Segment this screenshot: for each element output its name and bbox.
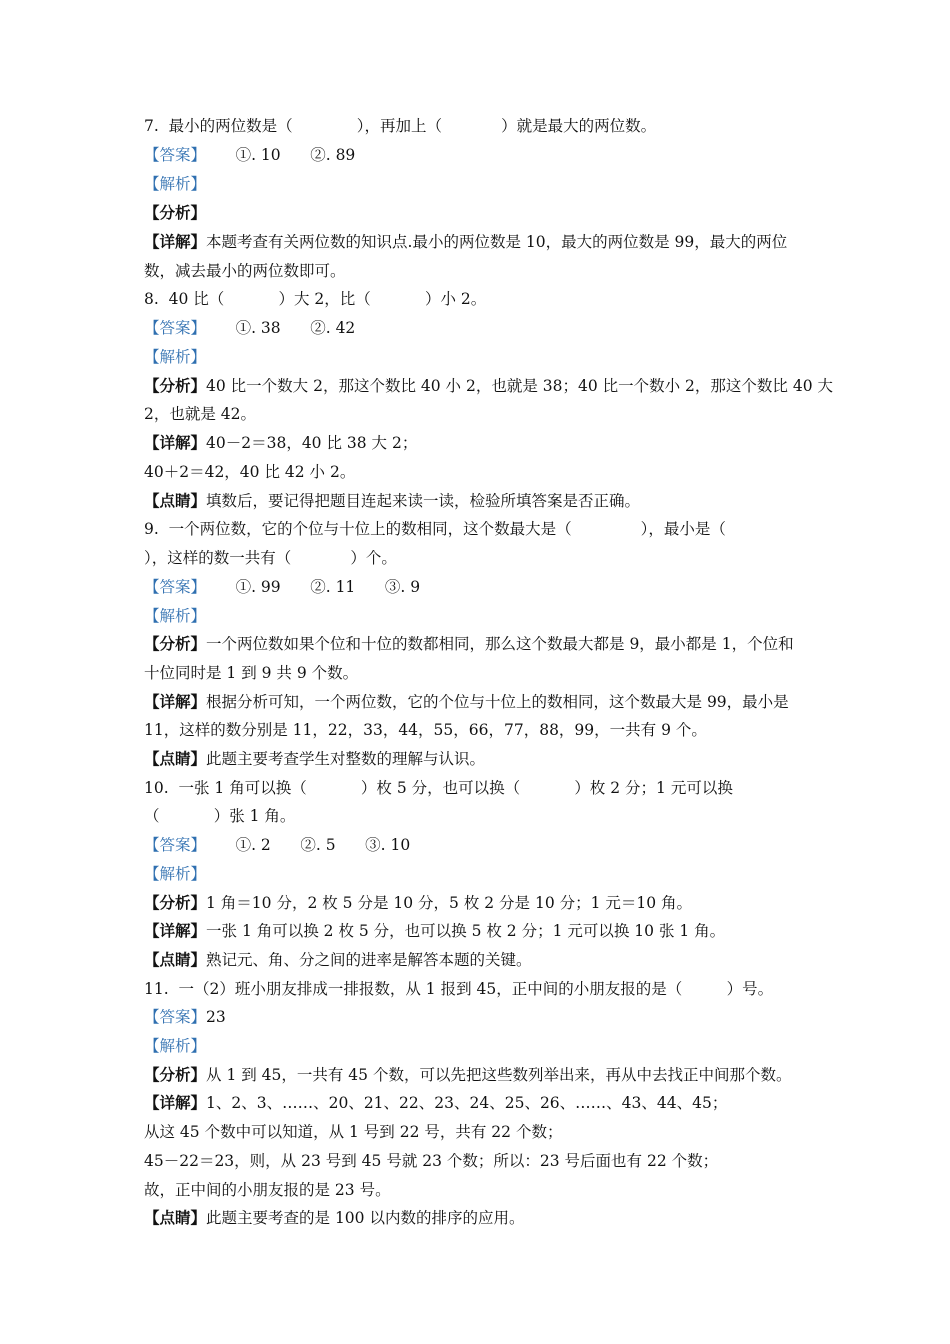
- answer-row-9: [144, 577, 420, 597]
- detail-11-line-3: 45－22＝23，则，从 23 号到 45 号就 23 个数；所以：23 号后面也有 22 个数；: [144, 1152, 719, 1170]
- answer-tag: 【答案】: [144, 1008, 207, 1026]
- detail-tag: 【详解】: [144, 1093, 207, 1112]
- analysis-tag: 【解析】: [144, 607, 207, 625]
- question-8: 8. 40 比（ ）大 2，比（ ）小 2。: [144, 290, 487, 308]
- detail-text: 本题考查有关两位数的知识点.最小的两位数是 10，最大的两位数是 99，最大的两位: [206, 233, 788, 251]
- detail-tag: 【详解】: [144, 232, 207, 251]
- detail-text: 根据分析可知，一个两位数，它的个位与十位上的数相同，这个数最大是 99，最小是: [206, 693, 789, 711]
- detail-8-line-2: 40＋2＝42，40 比 42 小 2。: [144, 463, 356, 481]
- answer-row-8: [144, 318, 355, 338]
- detail-7-line-2: 数，减去最小的两位数即可。: [144, 262, 346, 280]
- question-9-line-2: ），这样的数一共有（ ）个。: [144, 549, 397, 567]
- detail-text: 一张 1 角可以换 2 枚 5 分，也可以换 5 枚 2 分；1 元可以换 10 张 1 角。: [206, 922, 726, 940]
- analysis-tag: 【解析】: [144, 865, 207, 883]
- tip-10: [144, 950, 532, 970]
- tip-11: [144, 1208, 524, 1228]
- fenxi-tag: 【分析】: [144, 203, 207, 222]
- answer-tag: 【答案】: [144, 578, 207, 596]
- analysis-tag: 【解析】: [144, 348, 207, 366]
- answer-value: ①. 38 ②. 42: [206, 319, 356, 337]
- fenxi-11: [144, 1065, 791, 1085]
- detail-8-line-1: [144, 433, 417, 453]
- fenxi-9-line-2: 十位同时是 1 到 9 共 9 个数。: [144, 664, 359, 682]
- fenxi-9-line-1: [144, 634, 794, 654]
- detail-11-line-4: 故，正中间的小朋友报的是 23 号。: [144, 1181, 391, 1199]
- question-9-line-1: 9. 一个两位数，它的个位与十位上的数相同，这个数最大是（ ），最小是（: [144, 520, 726, 538]
- detail-tag: 【详解】: [144, 692, 207, 711]
- tip-text: 此题主要考查学生对整数的理解与认识。: [206, 750, 486, 768]
- answer-tag: 【答案】: [144, 836, 207, 854]
- detail-text: 1、2、3、……、20、21、22、23、24、25、26、……、43、44、45；: [206, 1094, 728, 1112]
- fenxi-text: 一个两位数如果个位和十位的数都相同，那么这个数最大都是 9，最小都是 1，个位和: [206, 635, 794, 653]
- answer-row-11: [144, 1007, 226, 1027]
- question-10-line-1: 10. 一张 1 角可以换（ ）枚 5 分，也可以换（ ）枚 2 分；1 元可以换: [144, 779, 733, 797]
- tip-text: 此题主要考查的是 100 以内数的排序的应用。: [206, 1209, 525, 1227]
- question-7: 7. 最小的两位数是（ ），再加上（ ）就是最大的两位数。: [144, 117, 657, 135]
- detail-7-line-1: [144, 232, 787, 252]
- fenxi-text: 40 比一个数大 2，那这个数比 40 小 2，也就是 38；40 比一个数小 2，那这个数比 40 大: [206, 377, 833, 395]
- fenxi-text: 从 1 到 45，一共有 45 个数，可以先把这些数列举出来，再从中去找正中间那个数。: [206, 1066, 792, 1084]
- answer-value: ①. 99 ②. 11 ③. 9: [206, 578, 421, 596]
- answer-tag: 【答案】: [144, 319, 207, 337]
- analysis-tag: 【解析】: [144, 1037, 207, 1055]
- fenxi-8-line-1: [144, 376, 833, 396]
- answer-value: ①. 10 ②. 89: [206, 146, 356, 164]
- fenxi-tag: 【分析】: [144, 893, 207, 912]
- detail-tag: 【详解】: [144, 433, 207, 452]
- tip-tag: 【点睛】: [144, 491, 207, 510]
- tip-text: 熟记元、角、分之间的进率是解答本题的关键。: [206, 951, 532, 969]
- answer-row-7: [144, 145, 355, 165]
- tip-tag: 【点睛】: [144, 950, 207, 969]
- fenxi-8-line-2: 2，也就是 42。: [144, 405, 257, 423]
- answer-tag: 【答案】: [144, 146, 207, 164]
- question-10-line-2: （ ）张 1 角。: [144, 807, 296, 825]
- tip-tag: 【点睛】: [144, 1208, 207, 1227]
- detail-9-line-1: [144, 692, 789, 712]
- fenxi-tag: 【分析】: [144, 1065, 207, 1084]
- detail-11-line-1: [144, 1093, 727, 1113]
- answer-value: 23: [206, 1008, 226, 1026]
- tip-9: [144, 749, 485, 769]
- detail-11-line-2: 从这 45 个数中可以知道，从 1 号到 22 号，共有 22 个数；: [144, 1123, 563, 1141]
- detail-text: 40－2＝38，40 比 38 大 2；: [206, 434, 418, 452]
- answer-value: ①. 2 ②. 5 ③. 10: [206, 836, 411, 854]
- fenxi-text: 1 角＝10 分，2 枚 5 分是 10 分，5 枚 2 分是 10 分；1 元＝10 角。: [206, 894, 693, 912]
- tip-tag: 【点睛】: [144, 749, 207, 768]
- detail-tag: 【详解】: [144, 921, 207, 940]
- answer-row-10: [144, 835, 410, 855]
- tip-text: 填数后，要记得把题目连起来读一读，检验所填答案是否正确。: [206, 492, 641, 510]
- fenxi-tag: 【分析】: [144, 376, 207, 395]
- fenxi-10: [144, 893, 692, 913]
- tip-8: [144, 491, 640, 511]
- analysis-tag: 【解析】: [144, 175, 207, 193]
- fenxi-tag: 【分析】: [144, 634, 207, 653]
- detail-9-line-2: 11，这样的数分别是 11，22，33，44，55，66，77，88，99，一共有 9 个。: [144, 721, 707, 739]
- question-11: 11. 一（2）班小朋友排成一排报数，从 1 报到 45，正中间的小朋友报的是（ ）号。: [144, 980, 774, 998]
- detail-10: [144, 921, 725, 941]
